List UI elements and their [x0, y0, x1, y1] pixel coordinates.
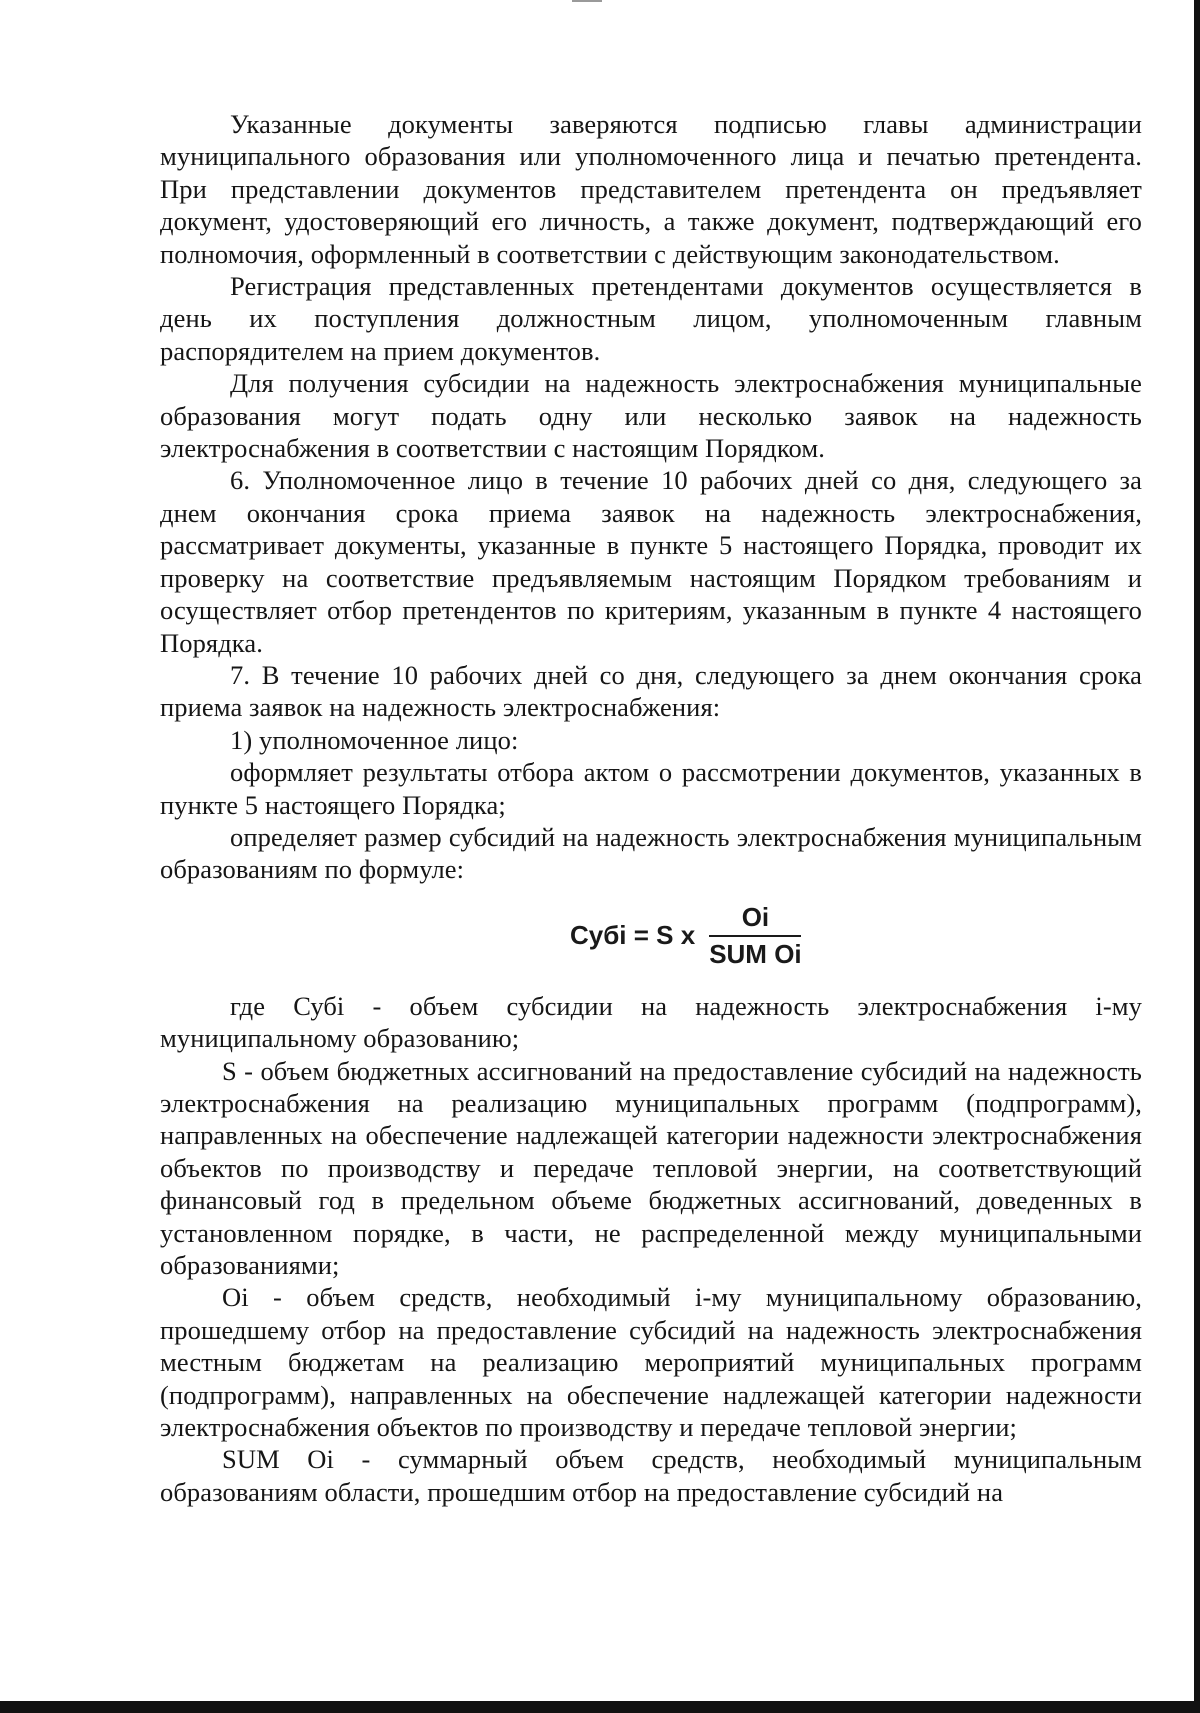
paragraph-applications: Для получения субсидии на надежность электроснабжения муниципальные образования могут подать одну или несколько заявок на надежность электроснабжения в соответствии с настоящим Порядком.	[160, 368, 1142, 464]
definition-subi: где Субi - объем субсидии на надежность электроснабжения i-му муниципальному образованию;	[160, 990, 1142, 1054]
paragraph-item-6: 6. Уполномоченное лицо в течение 10 рабочих дней со дня, следующего за днем окончания срока приема заявок на надежность электроснабжения, рассматривает документы, указанные в пункте 5 настоящего Порядка, проводит их проверку на соответствие предъявляемым настоящим Порядком требованиям и осуществляет отбор претендентов по критериям, указанным в пункте 4 настоящего Порядка.	[160, 465, 1142, 658]
paragraph-subsidy-size: определяет размер субсидий на надежность электроснабжения муниципальным образованиям по формуле:	[160, 821, 1142, 885]
definition-s: S - объем бюджетных ассигнований на предоставление субсидий на надежность электроснабжения на реализацию муниципальных программ (подпрограмм), направленных на обеспечение надлежащей категории надежности электроснабжения объектов по производству и передаче тепловой энергии, на соответствующий финансовый год в предельном объеме бюджетных ассигнований, доведенных в установленном порядке, в части, не распределенной между муниципальными образованиями;	[160, 1055, 1142, 1280]
paragraph-registration: Регистрация представленных претендентами документов осуществляется в день их поступления должностным лицом, уполномоченным главным распорядителем на прием документов.	[160, 271, 1142, 366]
definition-oi: Oi - объем средств, необходимый i-му муниципальному образованию, прошедшему отбор на предоставление субсидий на надежность электроснабжения местным бюджетам на реализацию мероприятий муниципальных программ (подпрограмм), направленных на обеспечение надлежащей категории надежности электроснабжения объектов по производству и передаче тепловой энергии;	[160, 1282, 1142, 1443]
paragraph-subitem-1: 1) уполномоченное лицо:	[230, 724, 519, 755]
formula-numerator: Oi	[741, 901, 770, 932]
scan-edge-bottom	[0, 1701, 1200, 1713]
formula-denominator: SUM Oi	[709, 938, 802, 969]
scan-artifact-top	[572, 0, 602, 2]
subsidy-formula	[160, 892, 1142, 988]
scan-edge-right	[1194, 0, 1200, 1713]
paragraph-documents-certification: Указанные документы заверяются подписью главы администрации муниципального образования или уполномоченного лица и печатью претендента. При представлении документов представителем претендента он предъявляет документ, удостоверяющий его личность, а также документ, подтверждающий его полномочия, оформленный в соответствии с действующим законодательством.	[160, 109, 1142, 269]
definition-sum-oi: SUM Oi - суммарный объем средств, необходимый муниципальным образованиям области, прошедшим отбор на предоставление субсидий на	[160, 1444, 1142, 1507]
paragraph-act-of-review: оформляет результаты отбора актом о рассмотрении документов, указанных в пункте 5 настоящего Порядка;	[160, 757, 1142, 820]
formula-fraction	[701, 902, 809, 970]
formula-lhs: Субi = S x	[570, 920, 696, 951]
paragraph-item-7: 7. В течение 10 рабочих дней со дня, следующего за днем окончания срока приема заявок на надежность электроснабжения:	[160, 659, 1142, 723]
document-body	[160, 108, 1142, 1508]
